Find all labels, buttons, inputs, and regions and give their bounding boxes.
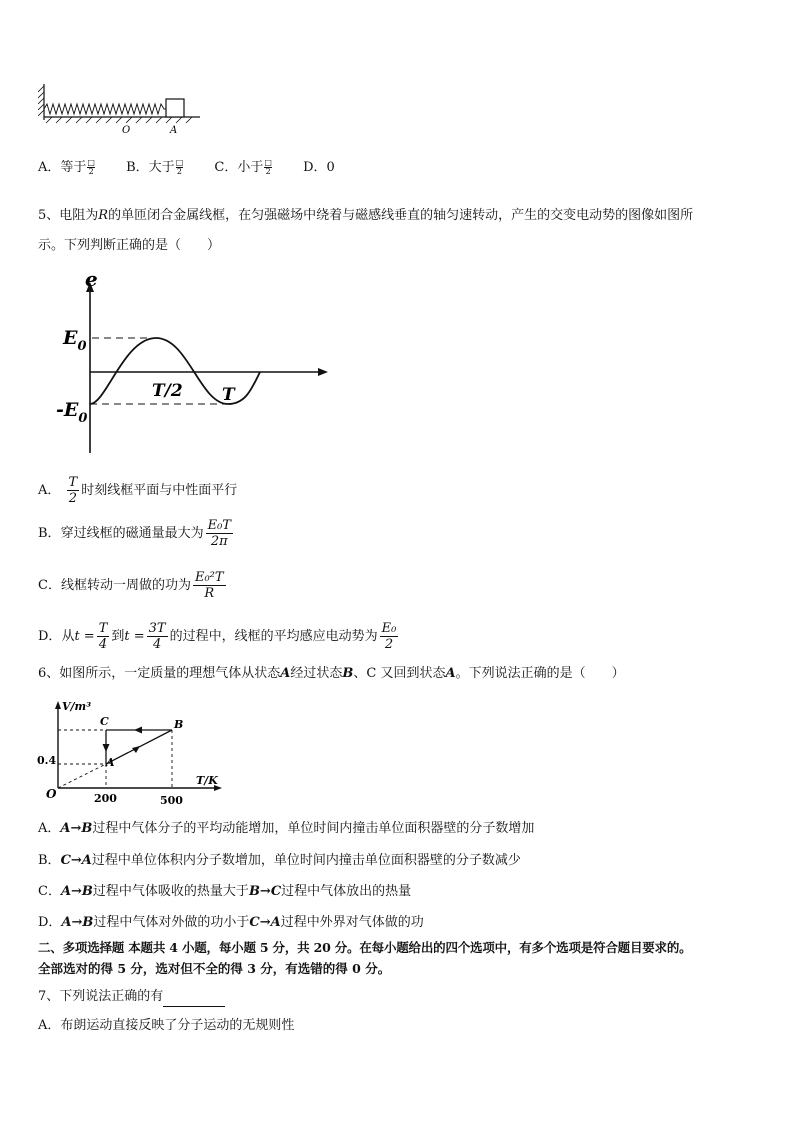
section2-title-line2: 全部选对的得 5 分，选对但不全的得 3 分，有选错的得 0 分。: [38, 961, 391, 976]
vt-origin: O: [46, 787, 57, 801]
q4-option-a: A．等于 $\frac{□}{2}$: [38, 158, 95, 176]
q6-option-d: D．A→B过程中气体对外做的功小于C→A过程中外界对气体做的功: [38, 915, 424, 930]
e0-label: $E_0$: [63, 327, 87, 354]
label-A: A: [170, 125, 178, 136]
block: [166, 99, 184, 117]
q5-option-c: C．线框转动一周做的功为 $\frac{\text{E₀²T}}{R}$: [38, 570, 224, 601]
period-label: T: [222, 385, 235, 405]
q4-option-c: C．小于 $\frac{□}{2}$: [214, 158, 272, 176]
vt-point-a: A: [106, 756, 115, 769]
vt-y-label: V/m³: [62, 700, 92, 713]
section2-title-line1: 二、多项选择题 本题共 4 小题，每小题 5 分，共 20 分。在每小题给出的四个选项中，有多个选项是符合题目要求的。: [38, 940, 692, 955]
q6-stem: 6、如图所示，一定质量的理想气体从状态A经过状态B、C 又回到状态A。下列说法正确的是（ ）: [38, 666, 625, 681]
spring-coil: [44, 104, 166, 114]
q4-option-b: B．大于 $\frac{□}{2}$: [126, 158, 184, 176]
q5-stem-line1: 5、电阻为R的单匝闭合金属线框，在匀强磁场中绕着与磁感线垂直的轴匀速转动，产生的交变电动势的图像如图所: [38, 208, 694, 223]
vt-x-label: T/K: [196, 774, 218, 787]
q5-stem-line2: 示。下列判断正确的是（ ）: [38, 238, 221, 253]
vt-point-b: B: [174, 718, 184, 731]
vt-tick-500: 500: [160, 794, 183, 807]
q5-option-d: D．从t = $\frac{T}{4}$ 到t = $\frac{3T}{4}$ 的过程中，线框的平均感应电动势为 $\frac{\text{E₀}}{2}$: [38, 621, 397, 652]
q6-option-a: A．A→B过程中气体分子的平均动能增加，单位时间内撞击单位面积器壁的分子数增加: [38, 821, 535, 836]
answer-blank[interactable]: [163, 992, 225, 1007]
q6-option-c: C．A→B过程中气体吸收的热量大于B→C过程中气体放出的热量: [38, 884, 412, 899]
q5-option-a: A． $\frac{T}{2}$ 时刻线框平面与中性面平行: [38, 475, 238, 506]
q7-stem: 7、下列说法正确的有: [38, 987, 225, 1007]
q4-option-d: D．0: [303, 160, 335, 175]
emf-graph: [50, 268, 340, 458]
neg-e0-label: $-E_0$: [56, 399, 88, 426]
vt-graph: [36, 698, 226, 810]
q6-option-b: B．C→A过程中单位体积内分子数增加，单位时间内撞击单位面积器壁的分子数减少: [38, 853, 521, 868]
axis-e-label: e: [85, 268, 98, 291]
vt-tick-04: 0.4: [37, 754, 57, 767]
half-period-label: T/2: [152, 381, 183, 401]
vt-tick-200: 200: [94, 792, 117, 805]
q4-options-row: [38, 158, 335, 178]
label-O: O: [122, 125, 131, 136]
q7-option-a: A．布朗运动直接反映了分子运动的无规则性: [38, 1018, 295, 1033]
spring-block-figure: [38, 80, 208, 140]
q5-option-b: B．穿过线框的磁通量最大为 $\frac{\text{E₀T}}{2\pi}$: [38, 518, 231, 549]
vt-point-c: C: [100, 715, 109, 728]
